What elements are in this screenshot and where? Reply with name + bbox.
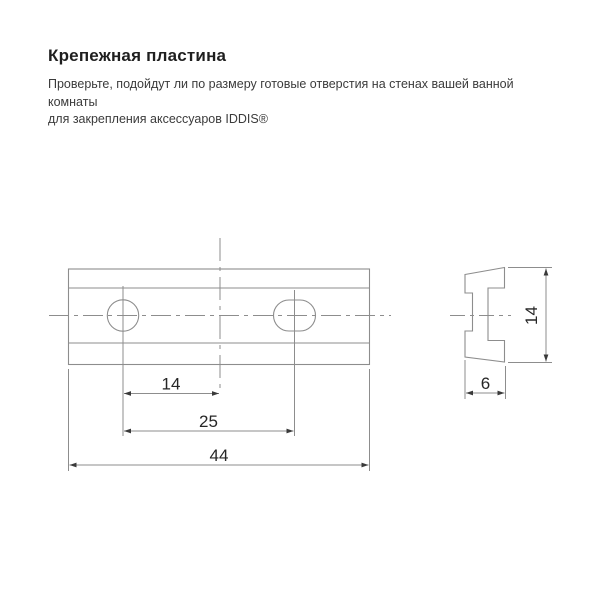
dimension-label-height-14: 14 xyxy=(522,306,541,325)
side-profile-outline xyxy=(465,268,505,363)
front-view-dimension-labels xyxy=(162,375,229,466)
front-view xyxy=(69,269,370,365)
page-title: Крепежная пластина xyxy=(48,46,227,65)
plate-outline xyxy=(69,269,370,365)
dimension-label-25: 25 xyxy=(199,412,218,431)
description-line-2: для закрепления аксессуаров IDDIS® xyxy=(48,112,268,126)
description-line-1: Проверьте, подойдут ли по размеру готовые отверстия на стенах вашей ванной комнаты xyxy=(48,77,514,109)
side-view-dimension-labels xyxy=(481,306,541,393)
dimension-label-44: 44 xyxy=(209,446,229,465)
dimension-label-14: 14 xyxy=(161,374,181,394)
front-view-centerlines xyxy=(49,238,391,436)
dimension-label-6: 6 xyxy=(480,374,491,393)
side-view xyxy=(450,268,511,363)
side-view-dimensions xyxy=(465,268,552,400)
